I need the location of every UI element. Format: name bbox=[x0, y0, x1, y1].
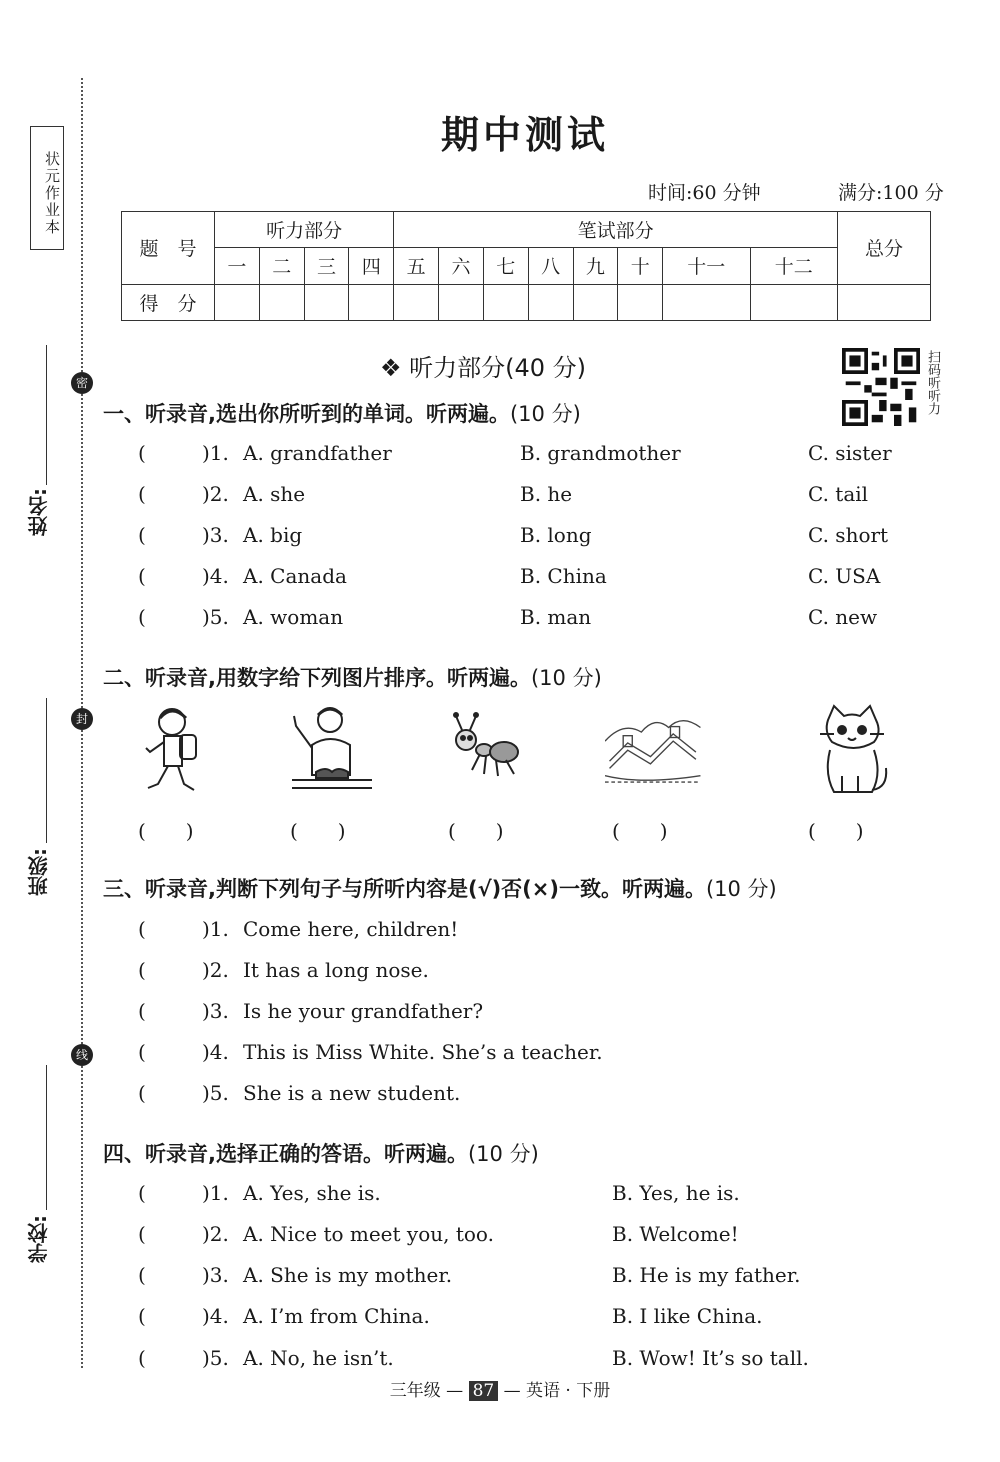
picture-answer-paren[interactable]: ( ) bbox=[138, 819, 194, 843]
answer-paren[interactable]: ( bbox=[138, 1263, 146, 1287]
question-number: 九 bbox=[573, 248, 618, 284]
cat-icon bbox=[800, 700, 900, 805]
question-number: 十二 bbox=[750, 248, 838, 284]
answer-paren[interactable]: ( bbox=[138, 999, 146, 1023]
footer-grade: 三年级 — bbox=[389, 1381, 464, 1401]
option-a: A. She is my mother. bbox=[243, 1263, 453, 1287]
part3-heading-text: 三、听录音,判断下列句子与所听内容是(√)否(×)一致。听两遍。 bbox=[103, 877, 706, 901]
answer-paren[interactable]: ( bbox=[138, 1181, 146, 1205]
question-number: 十 bbox=[618, 248, 663, 284]
option-c: C. new bbox=[808, 605, 878, 629]
part2-points: (10 分) bbox=[530, 666, 602, 690]
question-number: 五 bbox=[394, 248, 439, 284]
question-number: )3. bbox=[202, 523, 229, 547]
option-a: A. she bbox=[243, 482, 306, 506]
footer-subject: — 英语 · 下册 bbox=[503, 1381, 611, 1401]
question-number: )3. bbox=[202, 999, 229, 1023]
statement-text: Is he your grandfather? bbox=[243, 999, 484, 1023]
class-line bbox=[46, 698, 47, 843]
option-b: B. long bbox=[520, 523, 592, 547]
part3-heading bbox=[103, 873, 777, 903]
score-cell[interactable] bbox=[663, 284, 750, 320]
full-score: 满分:100 分 bbox=[838, 182, 944, 204]
page-number: 87 bbox=[469, 1381, 499, 1401]
option-c: C. short bbox=[808, 523, 889, 547]
answer-paren[interactable]: ( bbox=[138, 1040, 146, 1064]
part2-heading-text: 二、听录音,用数字给下列图片排序。听两遍。 bbox=[103, 666, 531, 690]
teacher-icon bbox=[282, 700, 382, 805]
answer-paren[interactable]: ( bbox=[138, 1346, 146, 1370]
name-label: 姓名: bbox=[27, 488, 51, 536]
question-number: )2. bbox=[202, 1222, 229, 1246]
part2-heading bbox=[103, 662, 602, 692]
picture-answer-paren[interactable]: ( ) bbox=[448, 819, 504, 843]
score-cell[interactable] bbox=[618, 284, 663, 320]
answer-paren[interactable]: ( bbox=[138, 1081, 146, 1105]
score-cell[interactable] bbox=[439, 284, 484, 320]
part3-points: (10 分) bbox=[705, 877, 777, 901]
answer-paren[interactable]: ( bbox=[138, 1304, 146, 1328]
option-c: C. USA bbox=[808, 564, 881, 588]
score-cell[interactable] bbox=[304, 284, 349, 320]
listening-section-title: ❖ 听力部分(40 分) bbox=[380, 354, 587, 382]
score-row-label: 得 分 bbox=[122, 284, 215, 320]
score-cell[interactable] bbox=[215, 284, 260, 320]
page-title: 期中测试 bbox=[440, 112, 609, 157]
question-number: 三 bbox=[304, 248, 349, 284]
question-number: )5. bbox=[202, 1081, 229, 1105]
option-c: C. tail bbox=[808, 482, 869, 506]
great-wall-icon bbox=[605, 700, 705, 805]
question-number: )1. bbox=[202, 1181, 229, 1205]
question-number: )2. bbox=[202, 482, 229, 506]
score-cell-total[interactable] bbox=[838, 284, 931, 320]
brand-label: 状元作业本 bbox=[30, 126, 64, 250]
statement-text: It has a long nose. bbox=[243, 958, 429, 982]
option-a: A. Yes, she is. bbox=[243, 1181, 381, 1205]
part4-heading-text: 四、听录音,选择正确的答语。听两遍。 bbox=[103, 1142, 468, 1166]
picture-answer-paren[interactable]: ( ) bbox=[290, 819, 346, 843]
question-number: )4. bbox=[202, 1304, 229, 1328]
question-number: )4. bbox=[202, 564, 229, 588]
question-number: 六 bbox=[439, 248, 484, 284]
score-cell[interactable] bbox=[259, 284, 304, 320]
qr-caption: 扫码听听力 bbox=[925, 350, 940, 415]
score-table bbox=[121, 211, 931, 321]
option-b: B. man bbox=[520, 605, 592, 629]
option-b: B. China bbox=[520, 564, 607, 588]
answer-paren[interactable]: ( bbox=[138, 605, 146, 629]
question-number: 四 bbox=[349, 248, 394, 284]
option-a: A. Canada bbox=[243, 564, 347, 588]
question-number: )2. bbox=[202, 958, 229, 982]
answer-paren[interactable]: ( bbox=[138, 917, 146, 941]
picture-answer-paren[interactable]: ( ) bbox=[808, 819, 864, 843]
score-cell[interactable] bbox=[750, 284, 838, 320]
question-number: )5. bbox=[202, 1346, 229, 1370]
answer-paren[interactable]: ( bbox=[138, 441, 146, 465]
option-a: A. Nice to meet you, too. bbox=[243, 1222, 494, 1246]
question-number: 十一 bbox=[663, 248, 750, 284]
option-b: B. He is my father. bbox=[612, 1263, 801, 1287]
question-number: 一 bbox=[215, 248, 260, 284]
answer-paren[interactable]: ( bbox=[138, 958, 146, 982]
answer-paren[interactable]: ( bbox=[138, 1222, 146, 1246]
question-number: )1. bbox=[202, 917, 229, 941]
option-a: A. grandfather bbox=[243, 441, 392, 465]
option-b: B. Wow! It’s so tall. bbox=[612, 1346, 809, 1370]
question-number: 八 bbox=[528, 248, 573, 284]
table-row-label: 题 号 bbox=[122, 212, 215, 285]
answer-paren[interactable]: ( bbox=[138, 523, 146, 547]
seal-xian: 线 bbox=[71, 1044, 93, 1066]
picture-answer-paren[interactable]: ( ) bbox=[612, 819, 668, 843]
option-b: B. Welcome! bbox=[612, 1222, 739, 1246]
answer-paren[interactable]: ( bbox=[138, 564, 146, 588]
school-line bbox=[46, 1065, 47, 1210]
part4-points: (10 分) bbox=[467, 1142, 539, 1166]
score-cell[interactable] bbox=[528, 284, 573, 320]
seal-feng: 封 bbox=[71, 708, 93, 730]
option-a: A. big bbox=[243, 523, 303, 547]
part1-heading-text: 一、听录音,选出你所听到的单词。听两遍。 bbox=[103, 402, 510, 426]
score-cell[interactable] bbox=[349, 284, 394, 320]
part1-heading bbox=[103, 398, 581, 428]
option-a: A. I’m from China. bbox=[243, 1304, 430, 1328]
part1-points: (10 分) bbox=[509, 402, 581, 426]
option-c: C. sister bbox=[808, 441, 892, 465]
statement-text: She is a new student. bbox=[243, 1081, 461, 1105]
answer-paren[interactable]: ( bbox=[138, 482, 146, 506]
question-number: )4. bbox=[202, 1040, 229, 1064]
question-number: 二 bbox=[259, 248, 304, 284]
question-number: )3. bbox=[202, 1263, 229, 1287]
score-cell[interactable] bbox=[483, 284, 528, 320]
listening-header: 听力部分 bbox=[215, 212, 394, 248]
part4-heading bbox=[103, 1138, 539, 1168]
option-a: A. woman bbox=[243, 605, 344, 629]
option-a: A. No, he isn’t. bbox=[243, 1346, 394, 1370]
school-label: 学校: bbox=[27, 1215, 51, 1263]
class-label: 班级: bbox=[27, 848, 51, 896]
option-b: B. I like China. bbox=[612, 1304, 763, 1328]
option-b: B. grandmother bbox=[520, 441, 681, 465]
question-number: 七 bbox=[483, 248, 528, 284]
question-number: )1. bbox=[202, 441, 229, 465]
qr-code-icon[interactable] bbox=[842, 348, 920, 426]
statement-text: This is Miss White. She’s a teacher. bbox=[243, 1040, 603, 1064]
score-cell[interactable] bbox=[573, 284, 618, 320]
score-cell[interactable] bbox=[394, 284, 439, 320]
option-b: B. he bbox=[520, 482, 573, 506]
name-line bbox=[46, 345, 47, 485]
seal-mi: 密 bbox=[71, 372, 93, 394]
boy-walking-icon bbox=[122, 700, 222, 805]
time-limit: 时间:60 分钟 bbox=[648, 182, 761, 204]
question-number: )5. bbox=[202, 605, 229, 629]
total-header: 总分 bbox=[838, 212, 931, 285]
statement-text: Come here, children! bbox=[243, 917, 459, 941]
page-footer bbox=[0, 1376, 1000, 1401]
option-b: B. Yes, he is. bbox=[612, 1181, 740, 1205]
writing-header: 笔试部分 bbox=[394, 212, 838, 248]
ant-icon bbox=[440, 700, 540, 805]
